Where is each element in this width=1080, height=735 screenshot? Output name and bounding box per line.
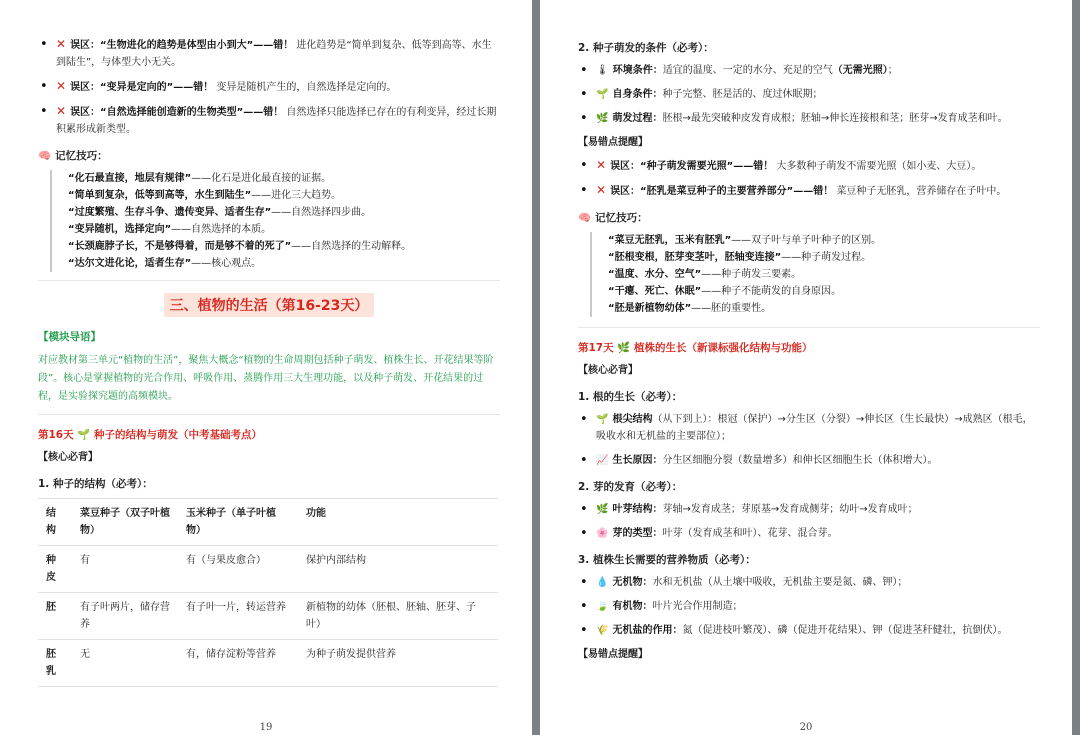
memory-quote	[590, 232, 1040, 317]
bullet-dot: •	[580, 599, 588, 614]
table-row	[38, 546, 498, 593]
germination-item: • 🌱 自身条件：种子完整、胚是活的、度过休眠期；	[580, 87, 823, 102]
wheat-icon: 🌾	[596, 625, 609, 636]
bullet-dot: •	[580, 63, 588, 78]
cross-icon: ✕	[596, 183, 607, 197]
mistake-label: 误区：“生物进化的趋势是体型由小到大”——错！	[70, 40, 294, 51]
bud-item: • 🌸 芽的类型：叶芽（发育成茎和叶）、花芽、混合芽。	[580, 526, 838, 541]
bullet-dot: •	[580, 183, 588, 198]
herb-icon: 🌿	[596, 504, 609, 515]
mistake-item: • ✕ 误区：“种子萌发需要光照”——错！ 大多数种子萌发不需要光照（如小麦、大豆）。	[580, 158, 982, 173]
table-cell: 为种子萌发提供营养	[298, 640, 498, 687]
table-cell: 保护内部结构	[298, 546, 498, 593]
nutrient-item: • 🌾 无机盐的作用：氮（促进枝叶繁茂）、磷（促进开花结果）、钾（促进茎秆健壮，抗倒伏）。	[580, 623, 1008, 638]
section-title: 三、植物的生活（第16-23天）	[38, 293, 500, 317]
bullet-dot: •	[40, 37, 48, 52]
thermometer-icon: 🌡	[596, 65, 609, 76]
table-header-cell: 功能	[298, 499, 498, 546]
day17-title: 第17天 🌿 植株的生长（新课标强化结构与功能）	[578, 342, 813, 354]
bullet-dot: •	[580, 412, 588, 427]
table-cell: 种皮	[38, 546, 72, 593]
nutrient-heading: 3. 植株生长需要的营养物质（必考）：	[578, 554, 756, 566]
left-content	[38, 36, 500, 687]
nutrient-item: • 💧 无机物：水和无机盐（从土壤中吸收，无机盐主要是氮、磷、钾）；	[580, 575, 908, 590]
page-number: 20	[799, 722, 813, 733]
leaf-icon: 🍃	[596, 601, 609, 612]
table-cell: 胚	[38, 593, 72, 640]
table-header-row	[38, 499, 498, 546]
table-cell: 有，储存淀粉等营养	[178, 640, 298, 687]
memory-heading: 🧠 记忆技巧：	[578, 212, 648, 224]
chart-up-icon: 📈	[596, 455, 609, 466]
seed-structure-table	[38, 498, 498, 687]
page-left	[0, 0, 532, 735]
table-cell: 有	[72, 546, 178, 593]
bullet-dot: •	[580, 453, 588, 468]
table-row	[38, 640, 498, 687]
divider	[38, 414, 500, 415]
memory-quote	[50, 170, 500, 272]
germination-item: • 🌿 萌发过程：胚根→最先突破种皮发育成根；胚轴→伸长连接根和茎；胚芽→发育成茎和叶。	[580, 111, 1008, 126]
memory-line: “干瘪、死亡、休眠”——种子不能萌发的自身原因。	[608, 286, 842, 297]
page-number: 19	[259, 722, 273, 733]
mistake-text: 进化趋势是“简单到复杂、低等到高等、水生到陆生”，与体型大小无关。	[56, 40, 492, 68]
root-item: • 📈 生长原因：分生区细胞分裂（数量增多）和伸长区细胞生长（体积增大）。	[580, 453, 938, 468]
table-cell: 无	[72, 640, 178, 687]
mistake-item	[38, 103, 500, 138]
mistake-label: 误区：“自然选择能创造新的生物类型”——错！	[70, 107, 284, 118]
memory-line: “胚根变根，胚芽变茎叶，胚轴变连接”——种子萌发过程。	[608, 252, 872, 263]
germination-item: • 🌡 环境条件：适宜的温度、一定的水分、充足的空气（无需光照）；	[580, 63, 898, 78]
table-header-cell: 玉米种子（单子叶植物）	[178, 499, 298, 546]
sprout-icon: 🌱	[596, 414, 609, 425]
bullet-dot: •	[580, 575, 588, 590]
mistake-text: 自然选择只能选择已存在的有利变异，经过长期积累形成新类型。	[56, 107, 497, 135]
table-cell: 有子叶两片，储存营养	[72, 593, 178, 640]
bullet-dot: •	[580, 111, 588, 126]
memory-line: “过度繁殖、生存斗争、遗传变异、适者生存”——自然选择四步曲。	[68, 207, 372, 218]
core-title: 【核心必背】	[578, 365, 638, 376]
bullet-dot: •	[580, 502, 588, 517]
memory-line: “长颈鹿脖子长，不是够得着，而是够不着的死了”——自然选择的生动解释。	[68, 241, 412, 252]
right-content	[578, 36, 1040, 669]
day16-title: 第16天 🌱 种子的结构与萌发（中考基础考点）	[38, 429, 262, 441]
table-header-cell: 结构	[38, 499, 72, 546]
nutrient-item: • 🍃 有机物：叶片光合作用制造；	[580, 599, 743, 614]
memory-line: “胚是新植物幼体”——胚的重要性。	[608, 303, 772, 314]
mistake-item	[38, 36, 500, 71]
bullet-dot: •	[580, 623, 588, 638]
page-right	[540, 0, 1072, 735]
table-cell: 胚乳	[38, 640, 72, 687]
mistake-title: 【易错点提醒】	[578, 137, 648, 148]
bullet-dot: •	[580, 87, 588, 102]
root-item: • 🌱 根尖结构（从下到上）：根冠（保护）→分生区（分裂）→伸长区（生长最快）→成熟区（根毛，吸收水和无机盐的主要部位）；	[580, 412, 1033, 442]
germination-heading: 2. 种子萌发的条件（必考）：	[578, 42, 714, 54]
root-heading: 1. 根的生长（必考）：	[578, 391, 683, 403]
cross-icon: ✕	[596, 158, 607, 172]
mistake-label: 误区：“变异是定向的”——错！	[70, 82, 214, 93]
cross-icon: ✕	[56, 37, 67, 51]
bud-item: • 🌿 叶芽结构：芽轴→发育成茎；芽原基→发育成侧芽；幼叶→发育成叶；	[580, 502, 918, 517]
divider	[578, 327, 1040, 328]
memory-heading: 🧠 记忆技巧：	[38, 150, 108, 162]
memory-line: “变异随机，选择定向”——自然选择的本质。	[68, 224, 272, 235]
memory-line: “化石最直接，地层有规律”——化石是进化最直接的证据。	[68, 173, 332, 184]
bottom-mistake-title: 【易错点提醒】	[578, 649, 648, 660]
table-row	[38, 593, 498, 640]
mistake-text: 变异是随机产生的，自然选择是定向的。	[216, 82, 397, 93]
blossom-icon: 🌸	[596, 528, 609, 539]
bullet-dot: •	[40, 79, 48, 94]
memory-line: “简单到复杂，低等到高等，水生到陆生”——进化三大趋势。	[68, 190, 342, 201]
bullet-dot: •	[40, 104, 48, 119]
module-guide-title: 【模块导语】	[38, 331, 101, 343]
table-header-cell: 菜豆种子（双子叶植物）	[72, 499, 178, 546]
table-cell: 有子叶一片，转运营养	[178, 593, 298, 640]
memory-line: “达尔文进化论，适者生存”——核心观点。	[68, 258, 262, 269]
mistake-item: • ✕ 误区：“胚乳是菜豆种子的主要营养部分”——错！ 菜豆种子无胚乳，营养储存在子叶中。	[580, 183, 1007, 198]
bud-heading: 2. 芽的发育（必考）：	[578, 481, 683, 493]
module-guide-text: 对应教材第三单元“植物的生活”，聚焦大概念“植物的生命周期包括种子萌发、植株生长、开花结果等阶段”。核心是掌握植物的光合作用、呼吸作用、蒸腾作用三大生理功能，以及种子萌发、开花结果的过程，是实验探究题的高频模块。	[38, 355, 494, 402]
bullet-dot: •	[580, 526, 588, 541]
bullet-dot: •	[580, 158, 588, 173]
table-cell: 有（与果皮愈合）	[178, 546, 298, 593]
herb-icon: 🌿	[596, 113, 609, 124]
core-title: 【核心必背】	[38, 452, 98, 463]
divider	[38, 280, 500, 281]
memory-line: “温度、水分、空气”——种子萌发三要素。	[608, 269, 802, 280]
sprout-icon: 🌱	[596, 89, 609, 100]
droplet-icon: 💧	[596, 577, 609, 588]
brain-icon: 🧠	[38, 150, 52, 162]
seed-structure-heading: 1. 种子的结构（必考）：	[38, 478, 153, 490]
mistake-item	[38, 78, 500, 96]
table-cell: 新植物的幼体（胚根、胚轴、胚芽、子叶）	[298, 593, 498, 640]
cross-icon: ✕	[56, 104, 67, 118]
cross-icon: ✕	[56, 79, 67, 93]
memory-line: “菜豆无胚乳，玉米有胚乳”——双子叶与单子叶种子的区别。	[608, 235, 882, 246]
brain-icon: 🧠	[578, 212, 592, 224]
